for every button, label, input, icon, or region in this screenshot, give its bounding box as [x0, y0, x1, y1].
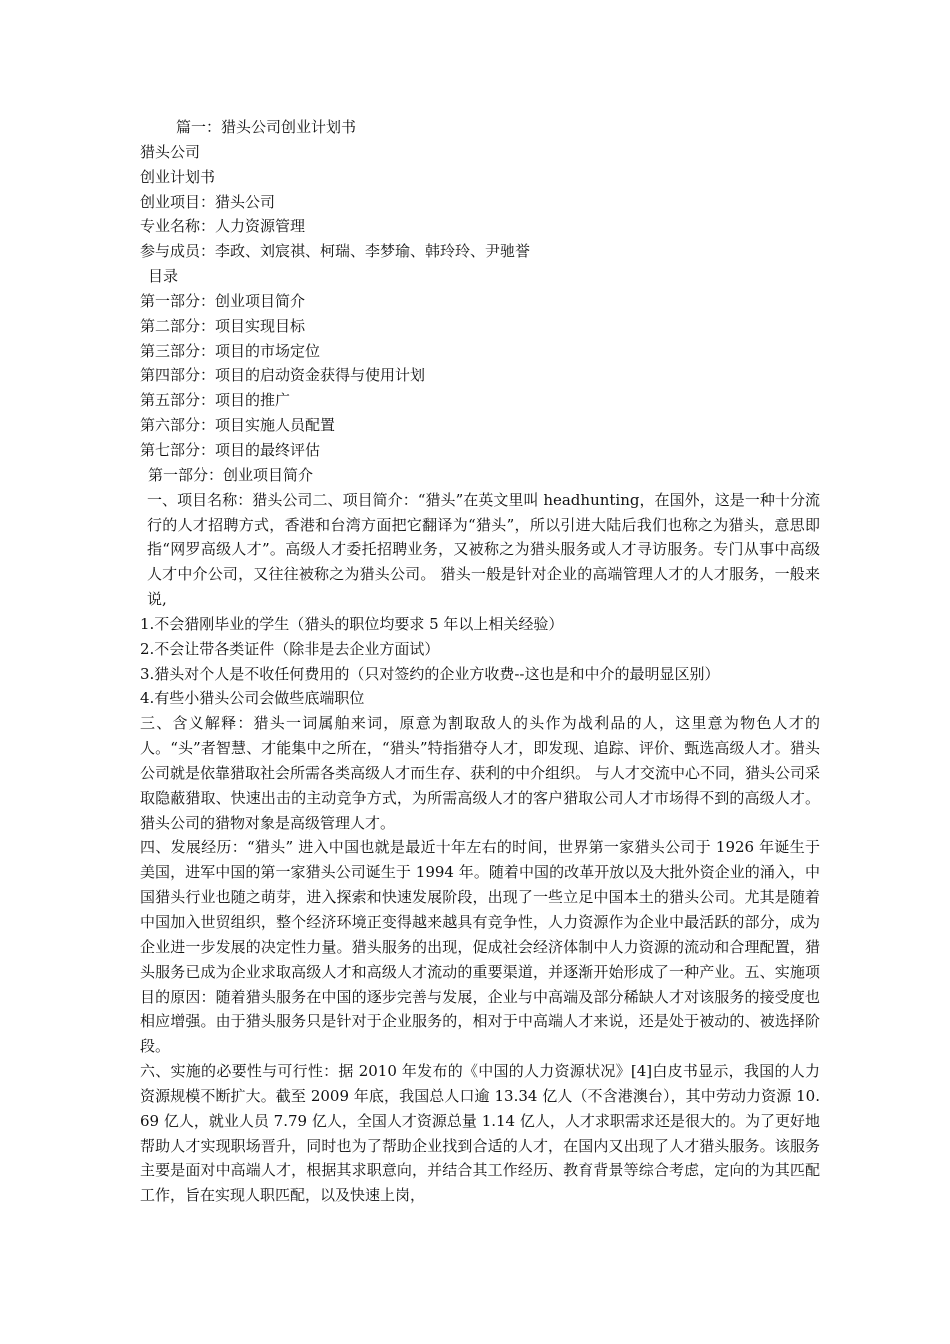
list-item: 3.猎头对个人是不收任何费用的（只对签约的企业方收费--这也是和中介的最明显区别） — [140, 664, 720, 683]
document-page — [140, 115, 820, 1208]
project-line: 创业项目：猎头公司 — [140, 192, 276, 211]
list-item: 2.不会让带各类证件（除非是去企业方面试） — [140, 639, 440, 658]
necessity-paragraph: 六、实施的必要性与可行性：据 2010 年发布的《中国的人力资源状况》[4]白皮书显示，我国的人力资源规模不断扩大。截至 2009 年底，我国总人口逾 13.34 亿人（不含港澳台），其中劳动力资源 10.69 亿人，就业人员 7.79 亿人，全国人才资源总量 1.14 亿人，人才求职需求还是很大的。为了更好地帮助人才实现职场晋升，同时也为了帮助企业找到合适的人才，在国内又出现了人才猎头服务。该服务主要是面对中高端人才，根据其求职意向，并结合其工作经历、教育背景等综合考虑，定向的为其匹配工作，旨在实现人职匹配，以及快速上岗， — [140, 1062, 820, 1205]
company-line: 猎头公司 — [140, 142, 201, 161]
list-item: 4.有些小猎头公司会做些底端职位 — [140, 689, 365, 708]
toc-item: 第二部分：项目实现目标 — [140, 316, 306, 335]
list-item: 1.不会猎刚毕业的学生（猎头的职位均要求 5 年以上相关经验） — [140, 614, 564, 633]
toc-item: 第七部分：项目的最终评估 — [140, 440, 321, 459]
meaning-paragraph: 三、含义解释：猎头一词属舶来词，原意为割取敌人的头作为战利品的人，这里意为物色人才的人。“头”者智慧、才能集中之所在，“猎头”特指猎夺人才，即发现、追踪、评价、甄选高级人才。猎头公司就是依靠猎取社会所需各类高级人才而生存、获利的中介组织。 与人才交流中心不同，猎头公司采取隐蔽猎取、快速出击的主动竞争方式，为所需高级人才的客户猎取公司人才市场得不到的高级人才。猎头公司的猎物对象是高级管理人才。 — [140, 714, 820, 832]
members-line: 参与成员：李政、刘宸祺、柯瑞、李梦瑜、韩玲玲、尹驰誉 — [140, 242, 531, 261]
toc-item: 第四部分：项目的启动资金获得与使用计划 — [140, 366, 426, 385]
toc-item: 第六部分：项目实施人员配置 — [140, 416, 336, 435]
toc-title: 目录 — [148, 267, 179, 286]
document-title: 篇一：猎头公司创业计划书 — [176, 118, 357, 136]
history-paragraph: 四、发展经历：“猎头” 进入中国也就是最近十年左右的时间，世界第一家猎头公司于 1926 年诞生于美国，进军中国的第一家猎头公司诞生于 1994 年。随着中国的改革开放以及大批外资企业的涌入，中国猎头行业也随之萌芽，进入探索和快速发展阶段，出现了一些立足中国本土的猎头公司。尤其是随着中国加入世贸组织，整个经济环境正变得越来越具有竞争性，人力资源作为企业中最活跃的部分，成为企业进一步发展的决定性力量。猎头服务的出现，促成社会经济体制中人力资源的流动和合理配置，猎头服务已成为企业求取高级人才和高级人才流动的重要渠道，并逐渐开始形成了一种产业。五、实施项目的原因：随着猎头服务在中国的逐步完善与发展，企业与中高端及部分稀缺人才对该服务的接受度也相应增强。由于猎头服务只是针对于企业服务的，相对于中高端人才来说，还是处于被动的、被选择阶段。 — [140, 838, 820, 1056]
section-heading: 第一部分：创业项目简介 — [148, 465, 314, 484]
toc-item: 第三部分：项目的市场定位 — [140, 341, 321, 360]
major-line: 专业名称：人力资源管理 — [140, 217, 306, 236]
plan-line: 创业计划书 — [140, 167, 216, 186]
toc-item: 第一部分：创业项目简介 — [140, 291, 306, 310]
toc-item: 第五部分：项目的推广 — [140, 391, 291, 410]
intro-paragraph: 一、项目名称：猎头公司二、项目简介：“猎头”在英文里叫 headhunting，在国外，这是一种十分流行的人才招聘方式，香港和台湾方面把它翻译为“猎头”，所以引进大陆后我们也称之为猎头，意思即指“网罗高级人才”。高级人才委托招聘业务，又被称之为猎头服务或人才寻访服务。专门从事中高级人才中介公司，又往往被称之为猎头公司。 猎头一般是针对企业的高端管理人才的人才服务，一般来说, — [147, 490, 820, 609]
